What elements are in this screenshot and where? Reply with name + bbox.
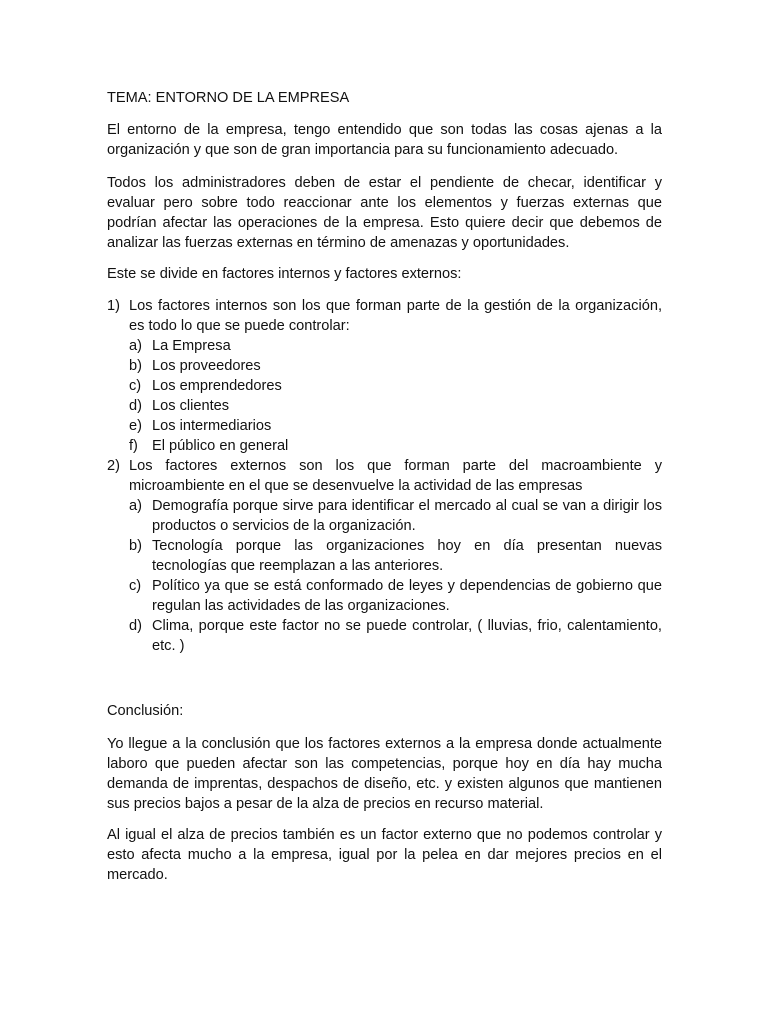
sublist-external (129, 496, 662, 656)
list-item (107, 296, 662, 336)
sublist-item-text: Político ya que se está conformado de leyes y dependencias de gobierno que regulan las actividades de las organizaciones. (152, 578, 662, 614)
list-item-text: Los factores internos son los que forman parte de la gestión de la organización, es todo lo que se puede controlar: (129, 298, 662, 334)
list-marker: b) (129, 538, 142, 554)
sublist-item (129, 616, 662, 656)
paragraph-administrators: Todos los administradores deben de estar el pendiente de checar, identificar y evaluar pero sobre todo reaccionar ante los elementos y fuerzas externas que podrían afectar las operaciones de la empresa. Esto quiere decir que debemos de analizar las fuerzas externas en término de amenazas y oportunidades. (107, 175, 662, 251)
factors-list (107, 296, 662, 656)
list-marker: d) (129, 398, 142, 414)
list-marker: a) (129, 338, 142, 354)
sublist-item (129, 576, 662, 616)
sublist-item (129, 376, 662, 396)
sublist-item-text: Los emprendedores (152, 378, 282, 394)
paragraph-conclusion: Yo llegue a la conclusión que los factores externos a la empresa donde actualmente laboro que pueden afectar son las competencias, porque hoy en día hay mucha demanda de imprentas, despachos de diseño, etc. y existen algunos que mantienen sus precios bajos a pesar de la alza de precios en recurso material. (107, 736, 662, 812)
list-marker: 2) (107, 458, 120, 474)
conclusion-heading: Conclusión: (107, 703, 184, 719)
sublist-item (129, 416, 662, 436)
list-marker: 1) (107, 298, 120, 314)
list-marker: c) (129, 578, 142, 594)
sublist-item-text: Demografía porque sirve para identificar el mercado al cual se van a dirigir los productos o servicios de la organización. (152, 498, 662, 534)
sublist-item-text: La Empresa (152, 338, 231, 354)
list-marker: c) (129, 378, 142, 394)
paragraph-division: Este se divide en factores internos y factores externos: (107, 266, 462, 282)
sublist-item (129, 436, 662, 456)
paragraph-prices: Al igual el alza de precios también es un factor externo que no podemos controlar y esto afecta mucho a la empresa, igual por la pelea en dar mejores precios en el mercado. (107, 827, 662, 883)
list-item (107, 456, 662, 496)
list-marker: e) (129, 418, 142, 434)
sublist-item-text: El público en general (152, 438, 289, 454)
sublist-item (129, 336, 662, 356)
sublist-internal (129, 336, 662, 456)
sublist-item (129, 396, 662, 416)
sublist-item-text: Los proveedores (152, 358, 261, 374)
sublist-item-text: Tecnología porque las organizaciones hoy en día presentan nuevas tecnologías que reemplazan a las anteriores. (152, 538, 662, 574)
list-item-text: Los factores externos son los que forman parte del macroambiente y microambiente en el que se desenvuelve la actividad de las empresas (129, 458, 662, 494)
paragraph-intro: El entorno de la empresa, tengo entendido que son todas las cosas ajenas a la organización y que son de gran importancia para su funcionamiento adecuado. (107, 122, 662, 158)
sublist-item-text: Clima, porque este factor no se puede controlar, ( lluvias, frio, calentamiento, etc. ) (152, 618, 662, 654)
list-marker: a) (129, 498, 142, 514)
list-marker: b) (129, 358, 142, 374)
sublist-item-text: Los clientes (152, 398, 230, 414)
sublist-item (129, 356, 662, 376)
list-marker: f) (129, 438, 138, 454)
sublist-item (129, 496, 662, 536)
document-title: TEMA: ENTORNO DE LA EMPRESA (107, 90, 350, 106)
sublist-item (129, 536, 662, 576)
list-marker: d) (129, 618, 142, 634)
sublist-item-text: Los intermediarios (152, 418, 272, 434)
